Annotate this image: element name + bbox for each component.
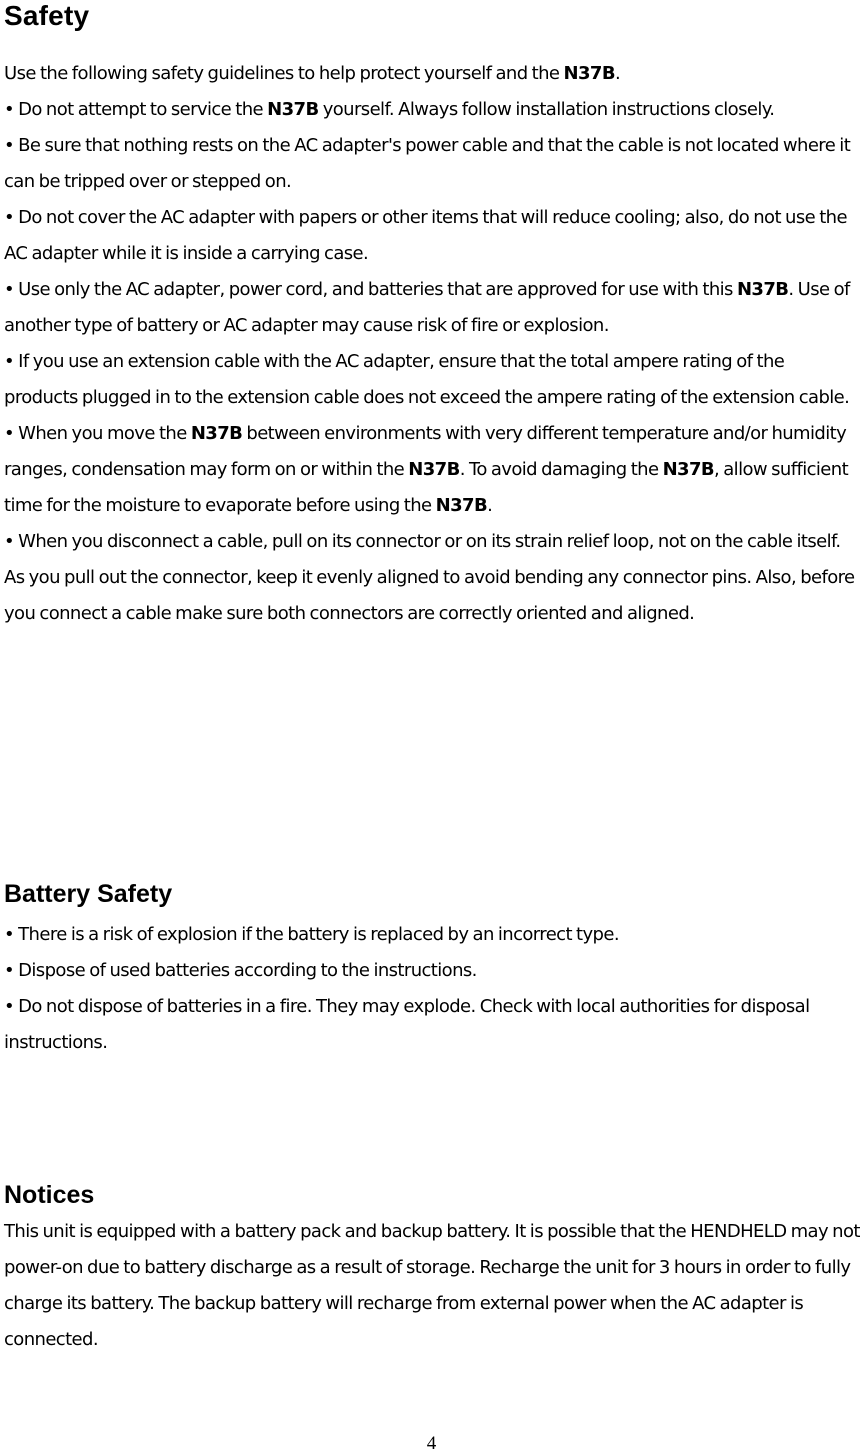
safety-item [4, 92, 860, 128]
safety-heading: Safety [4, 0, 90, 31]
battery-safety-item-text: • Do not dispose of batteries in a fire. They may explode. Check with local authorities for disposal instructions. [4, 996, 810, 1053]
battery-safety-section [4, 917, 860, 1061]
safety-item-text: • If you use an extension cable with the AC adapter, ensure that the total ampere rating of the products plugged in to the extension cable does not exceed the ampere rating of the extension cable. [4, 351, 850, 408]
safety-intro-end: . [614, 63, 621, 84]
safety-item-text: , allow sufficient time for the moisture to evaporate before using the [4, 459, 849, 516]
notices-section [4, 1214, 860, 1358]
page-number: 4 [426, 1433, 437, 1454]
safety-item-text: • Use only the AC adapter, power cord, and batteries that are approved for use with this [4, 279, 737, 300]
safety-item-text: . To avoid damaging the [459, 459, 663, 480]
safety-item [4, 272, 860, 344]
safety-intro-model: N37B [563, 63, 615, 84]
battery-safety-item [4, 917, 860, 953]
safety-item-text: . Use of another type of battery or AC adapter may cause risk of fire or explosion. [4, 279, 850, 336]
safety-item-text: yourself. Always follow installation instructions closely. [318, 99, 775, 120]
safety-item-text: • Do not cover the AC adapter with papers or other items that will reduce cooling; also, do not use the AC adapter while it is inside a carrying case. [4, 207, 847, 264]
safety-item [4, 524, 860, 632]
safety-item [4, 128, 860, 200]
safety-intro-text: Use the following safety guidelines to help protect yourself and the [4, 63, 564, 84]
safety-item [4, 200, 860, 272]
safety-item [4, 416, 860, 524]
safety-item-model: N37B [435, 495, 488, 516]
safety-item-model: N37B [190, 423, 243, 444]
safety-item-text: • When you disconnect a cable, pull on its connector or on its strain relief loop, not on the cable itself. As you pull out the connector, keep it evenly aligned to avoid bending any connector pins. Also, before you connect a cable make sure both connectors are correctly oriented and aligned. [4, 531, 855, 624]
battery-safety-item-text: • Dispose of used batteries according to the instructions. [4, 960, 477, 981]
battery-safety-item [4, 953, 860, 989]
safety-item-text: • Do not attempt to service the [4, 99, 268, 120]
battery-safety-item-text: • There is a risk of explosion if the battery is replaced by an incorrect type. [4, 924, 619, 945]
battery-safety-item [4, 989, 860, 1061]
notices-heading: Notices [4, 1181, 95, 1209]
safety-item-text: • Be sure that nothing rests on the AC adapter's power cable and that the cable is not located where it can be tripped over or stepped on. [4, 135, 851, 192]
safety-item-model: N37B [736, 279, 789, 300]
notices-body: This unit is equipped with a battery pack and backup battery. It is possible that the HENDHELD may not power-on due to battery discharge as a result of storage. Recharge the unit for 3 hours in order to fully charge its battery. The backup battery will recharge from external power when the AC adapter is connected. [4, 1221, 860, 1350]
safety-section [4, 56, 860, 632]
safety-item-model: N37B [408, 459, 460, 480]
safety-item-text: • When you move the [4, 423, 191, 444]
safety-item-text: between environments with very different temperature and/or humidity ranges, condensation may form on or within the [4, 423, 847, 480]
safety-item-text: . [487, 495, 493, 516]
safety-item [4, 344, 860, 416]
safety-intro [4, 56, 860, 92]
safety-item-model: N37B [662, 459, 714, 480]
battery-safety-heading: Battery Safety [4, 880, 173, 908]
safety-item-model: N37B [267, 99, 319, 120]
